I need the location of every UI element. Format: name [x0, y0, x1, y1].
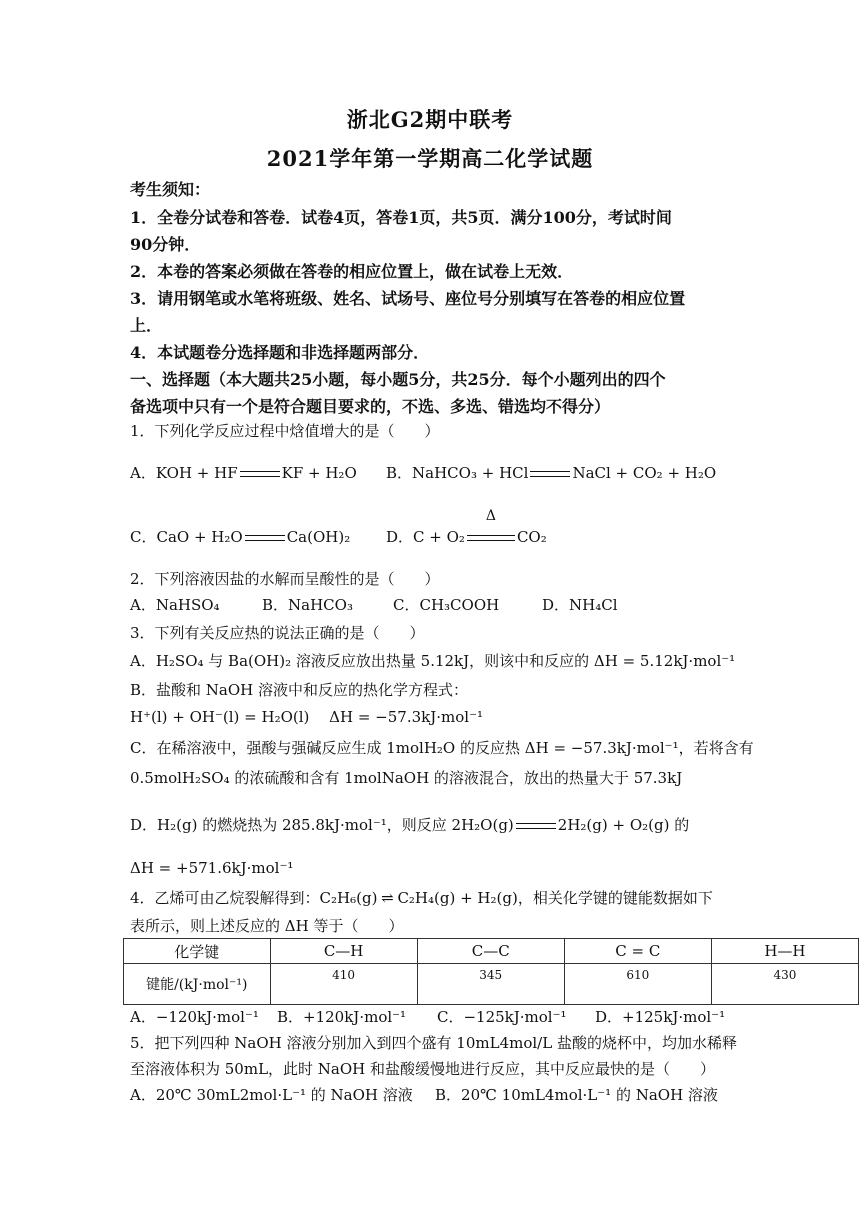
option-label: D．: [386, 528, 414, 546]
option-label: C．: [130, 528, 157, 546]
table-cell: 410: [270, 964, 417, 1005]
q1-stem: 1．下列化学反应过程中焓值增大的是（ ）: [130, 422, 440, 440]
q4-stem-line1: [130, 887, 713, 908]
statement-text: C₂H₄(g) + H₂(g)，相关化学键的键能数据如下: [397, 889, 713, 907]
notice-item: 4．本试题卷分选择题和非选择题两部分．: [130, 343, 430, 362]
q5-stem-line1: 5．把下列四种 NaOH 溶液分别加入到四个盛有 10mL4mol/L 盐酸的烧杯中，均加水稀释: [130, 1034, 737, 1052]
q2-option-a: A．NaHSO₄: [130, 596, 220, 614]
table-row-label: 键能/(kJ·mol⁻¹): [124, 964, 271, 1005]
table-row: [124, 964, 859, 1005]
equals-sign: [240, 471, 280, 477]
notice-item: 1．全卷分试卷和答卷．试卷4页，答卷1页，共5页．满分100分，考试时间: [130, 208, 672, 227]
condition-arrow: [465, 508, 517, 546]
equation-lhs: C + O₂: [413, 528, 465, 546]
q2-option-b: B．NaHCO₃: [262, 596, 353, 614]
q1-option-a: [130, 462, 357, 483]
q4-option-d: D．+125kJ·mol⁻¹: [595, 1008, 726, 1026]
notice-item: 2．本卷的答案必须做在答卷的相应位置上，做在试卷上无效．: [130, 262, 574, 281]
q4-option-b: B．+120kJ·mol⁻¹: [277, 1008, 407, 1026]
exam-title: 浙北G2期中联考: [346, 107, 514, 132]
equation-lhs: KOH + HF: [155, 464, 238, 482]
q2-option-d: D．NH₄Cl: [542, 596, 618, 614]
equation-lhs: CaO + H₂O: [156, 528, 243, 546]
table-header-cell: C—C: [417, 939, 564, 964]
option-label: B．: [386, 464, 413, 482]
table-cell: 430: [711, 964, 858, 1005]
q5-option-b: B．20℃ 10mL4mol·L⁻¹ 的 NaOH 溶液: [435, 1086, 718, 1104]
table-cell: 345: [417, 964, 564, 1005]
section-heading: 一、选择题（本大题共25小题，每小题5分，共25分．每个小题列出的四个: [130, 370, 666, 389]
table-header-cell: H—H: [711, 939, 858, 964]
equals-sign: [516, 823, 556, 829]
table-header-cell: C—H: [270, 939, 417, 964]
q1-option-d: [386, 508, 547, 547]
table-header-cell: C = C: [564, 939, 711, 964]
equation-rhs: Ca(OH)₂: [286, 528, 351, 546]
bond-energy-table: [123, 938, 859, 1005]
q3-option-c-line1: C．在稀溶液中，强酸与强碱反应生成 1molH₂O 的反应热 ΔH = −57.3kJ·mol⁻¹，若将含有: [130, 739, 754, 757]
equals-sign: [467, 535, 515, 541]
notice-item: 90分钟．: [130, 235, 201, 254]
table-cell: 610: [564, 964, 711, 1005]
statement-text: 4．乙烯可由乙烷裂解得到：C₂H₆(g): [130, 889, 378, 907]
q1-option-c: [130, 526, 350, 547]
q4-stem-line2: 表所示，则上述反应的 ΔH 等于（ ）: [130, 917, 404, 935]
q3-stem: 3．下列有关反应热的说法正确的是（ ）: [130, 624, 425, 642]
q3-option-c-line2: 0.5molH₂SO₄ 的浓硫酸和含有 1molNaOH 的溶液混合，放出的热量大于 57.3kJ: [130, 769, 683, 787]
q4-option-c: C．−125kJ·mol⁻¹: [437, 1008, 567, 1026]
q4-option-a: A．−120kJ·mol⁻¹: [130, 1008, 259, 1026]
reversible-arrow: ⇌: [381, 889, 394, 907]
q5-stem-line2: 至溶液体积为 50mL，此时 NaOH 和盐酸缓慢地进行反应，其中反应最快的是（ ）: [130, 1060, 716, 1078]
equation-rhs: KF + H₂O: [281, 464, 357, 482]
option-label: A．: [130, 464, 156, 482]
q3-option-b-line2: H⁺(l) + OH⁻(l) = H₂O(l) ΔH = −57.3kJ·mol⁻¹: [130, 708, 484, 726]
section-heading: 备选项中只有一个是符合题目要求的，不选、多选、错选均不得分）: [130, 397, 611, 416]
notice-heading: 考生须知：: [130, 180, 211, 199]
table-header-cell: 化学键: [124, 939, 271, 964]
equals-sign: [245, 535, 285, 541]
q2-option-c: C．CH₃COOH: [393, 596, 500, 614]
notice-item: 上．: [130, 316, 163, 335]
equals-sign: [530, 471, 570, 477]
equation-rhs: CO₂: [516, 528, 547, 546]
q3-option-a: A．H₂SO₄ 与 Ba(OH)₂ 溶液反应放出热量 5.12kJ，则该中和反应的 ΔH = 5.12kJ·mol⁻¹: [130, 652, 736, 670]
q2-stem: 2．下列溶液因盐的水解而呈酸性的是（ ）: [130, 570, 440, 588]
exam-subtitle: 2021学年第一学期高二化学试题: [266, 146, 594, 171]
q1-option-b: [386, 462, 716, 483]
q5-option-a: A．20℃ 30mL2mol·L⁻¹ 的 NaOH 溶液: [130, 1086, 413, 1104]
statement-text: D．H₂(g) 的燃烧热为 285.8kJ·mol⁻¹，则反应 2H₂O(g): [130, 816, 514, 834]
q3-option-d-line2: ΔH = +571.6kJ·mol⁻¹: [130, 859, 294, 877]
heat-symbol: Δ: [485, 508, 496, 524]
equation-rhs: NaCl + CO₂ + H₂O: [572, 464, 717, 482]
q3-option-b-line1: B．盐酸和 NaOH 溶液中和反应的热化学方程式：: [130, 681, 469, 699]
notice-item: 3．请用钢笔或水笔将班级、姓名、试场号、座位号分别填写在答卷的相应位置: [130, 289, 686, 308]
table-header-row: [124, 939, 859, 964]
q3-option-d-line1: [130, 814, 689, 835]
statement-text: 2H₂(g) + O₂(g) 的: [557, 816, 690, 834]
equation-lhs: NaHCO₃ + HCl: [412, 464, 529, 482]
